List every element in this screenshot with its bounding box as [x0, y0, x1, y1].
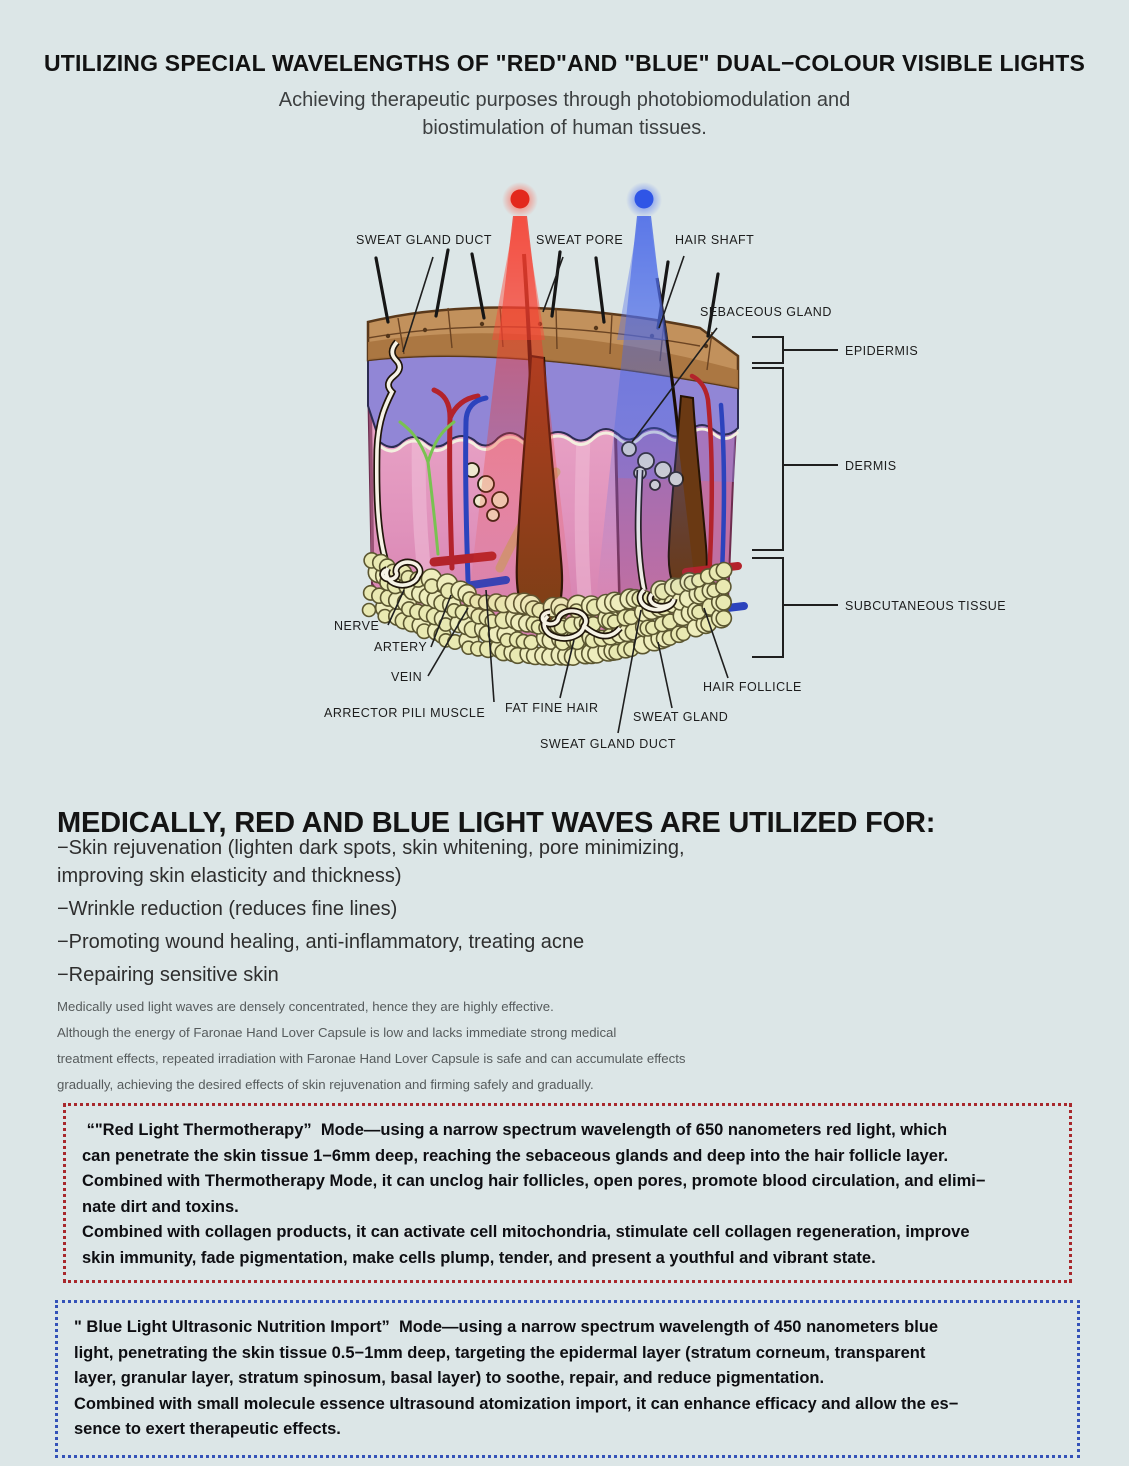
- bullet-skin-rejuvenation: −Skin rejuvenation (lighten dark spots, skin whitening, pore minimizing, improving skin elasticity and thickness): [57, 837, 685, 887]
- layer-brackets: [752, 337, 838, 657]
- bracket-subcutaneous: [752, 558, 838, 657]
- label-arrector-pili-muscle: ARRECTOR PILI MUSCLE: [324, 706, 486, 720]
- fine-print: Medically used light waves are densely concentrated, hence they are highly effective. Although the energy of Faronae Hand Lover Capsule is low and lacks immediate strong medical treatment effects, repeated irradiation with Faronae Hand Lover Capsule is safe and can accumulate effects gradually, achieving the desired effects of skin rejuvenation and firming safely and gradually.: [57, 999, 686, 1092]
- header: [0, 50, 1129, 142]
- label-artery: ARTERY: [374, 640, 428, 654]
- label-fat-fine-hair: FAT FINE HAIR: [505, 701, 599, 715]
- label-nerve: NERVE: [334, 619, 380, 633]
- label-vein: VEIN: [391, 670, 423, 684]
- leader-sweat-gland: [658, 642, 672, 708]
- medical-bullets: [57, 834, 685, 994]
- label-sweat-gland: SWEAT GLAND: [633, 710, 729, 724]
- page-title: UTILIZING SPECIAL WAVELENGTHS OF "RED"AND "BLUE" DUAL−COLOUR VISIBLE LIGHTS: [43, 50, 1086, 76]
- label-sweat-pore: SWEAT PORE: [536, 233, 624, 247]
- bullet-wrinkle-reduction: −Wrinkle reduction (reduces fine lines): [57, 898, 398, 920]
- skin-diagram: [0, 170, 1129, 774]
- bracket-epidermis: [752, 337, 838, 363]
- subtitle-line: biostimulation of human tissues.: [422, 117, 707, 139]
- red-light-box: “"Red Light Thermotherapy” Mode—using a narrow spectrum wavelength of 650 nanometers red light, which can penetrate the skin tissue 1−6mm deep, reaching the sebaceous glands and deep into the hair follicle layer. Combined with Thermotherapy Mode, it can unclog hair follicles, open pores, promote blood circulation, and elimi− nate dirt and toxins. Combined with collagen products, it can activate cell mitochondria, stimulate cell collagen regeneration, improve skin immunity, fade pigmentation, make cells plump, tender, and present a youthful and vibrant state.: [63, 1103, 1072, 1283]
- label-epidermis: EPIDERMIS: [845, 344, 919, 358]
- label-dermis: DERMIS: [845, 459, 897, 473]
- blue-light-box: " Blue Light Ultrasonic Nutrition Import” Mode—using a narrow spectrum wavelength of 450 nanometers blue light, penetrating the skin tissue 0.5−1mm deep, targeting the epidermal layer (stratum corneum, transparent layer, granular layer, stratum spinosum, basal layer) to soothe, repair, and reduce pigmentation. Combined with small molecule essence ultrasound atomization import, it can enhance efficacy and allow the es− sence to exert therapeutic effects.: [55, 1300, 1080, 1458]
- label-hair-follicle: HAIR FOLLICLE: [703, 680, 802, 694]
- label-sweat-gland-duct-top: SWEAT GLAND DUCT: [356, 233, 493, 247]
- label-hair-shaft: HAIR SHAFT: [675, 233, 755, 247]
- label-subcutaneous-tissue: SUBCUTANEOUS TISSUE: [845, 599, 1007, 613]
- medical-heading: MEDICALLY, RED AND BLUE LIGHT WAVES ARE UTILIZED FOR:: [57, 807, 936, 840]
- bracket-dermis: [752, 368, 838, 550]
- skin-illustration: [0, 170, 1129, 774]
- page-subtitle: [0, 86, 1129, 142]
- label-sweat-gland-duct-bottom: SWEAT GLAND DUCT: [540, 737, 677, 751]
- label-sebaceous-gland: SEBACEOUS GLAND: [700, 305, 832, 319]
- subtitle-line: Achieving therapeutic purposes through photobiomodulation and: [278, 89, 851, 111]
- bullet-wound-healing: −Promoting wound healing, anti-inflammatory, treating acne: [57, 931, 585, 953]
- bullet-sensitive-skin: −Repairing sensitive skin: [57, 964, 279, 986]
